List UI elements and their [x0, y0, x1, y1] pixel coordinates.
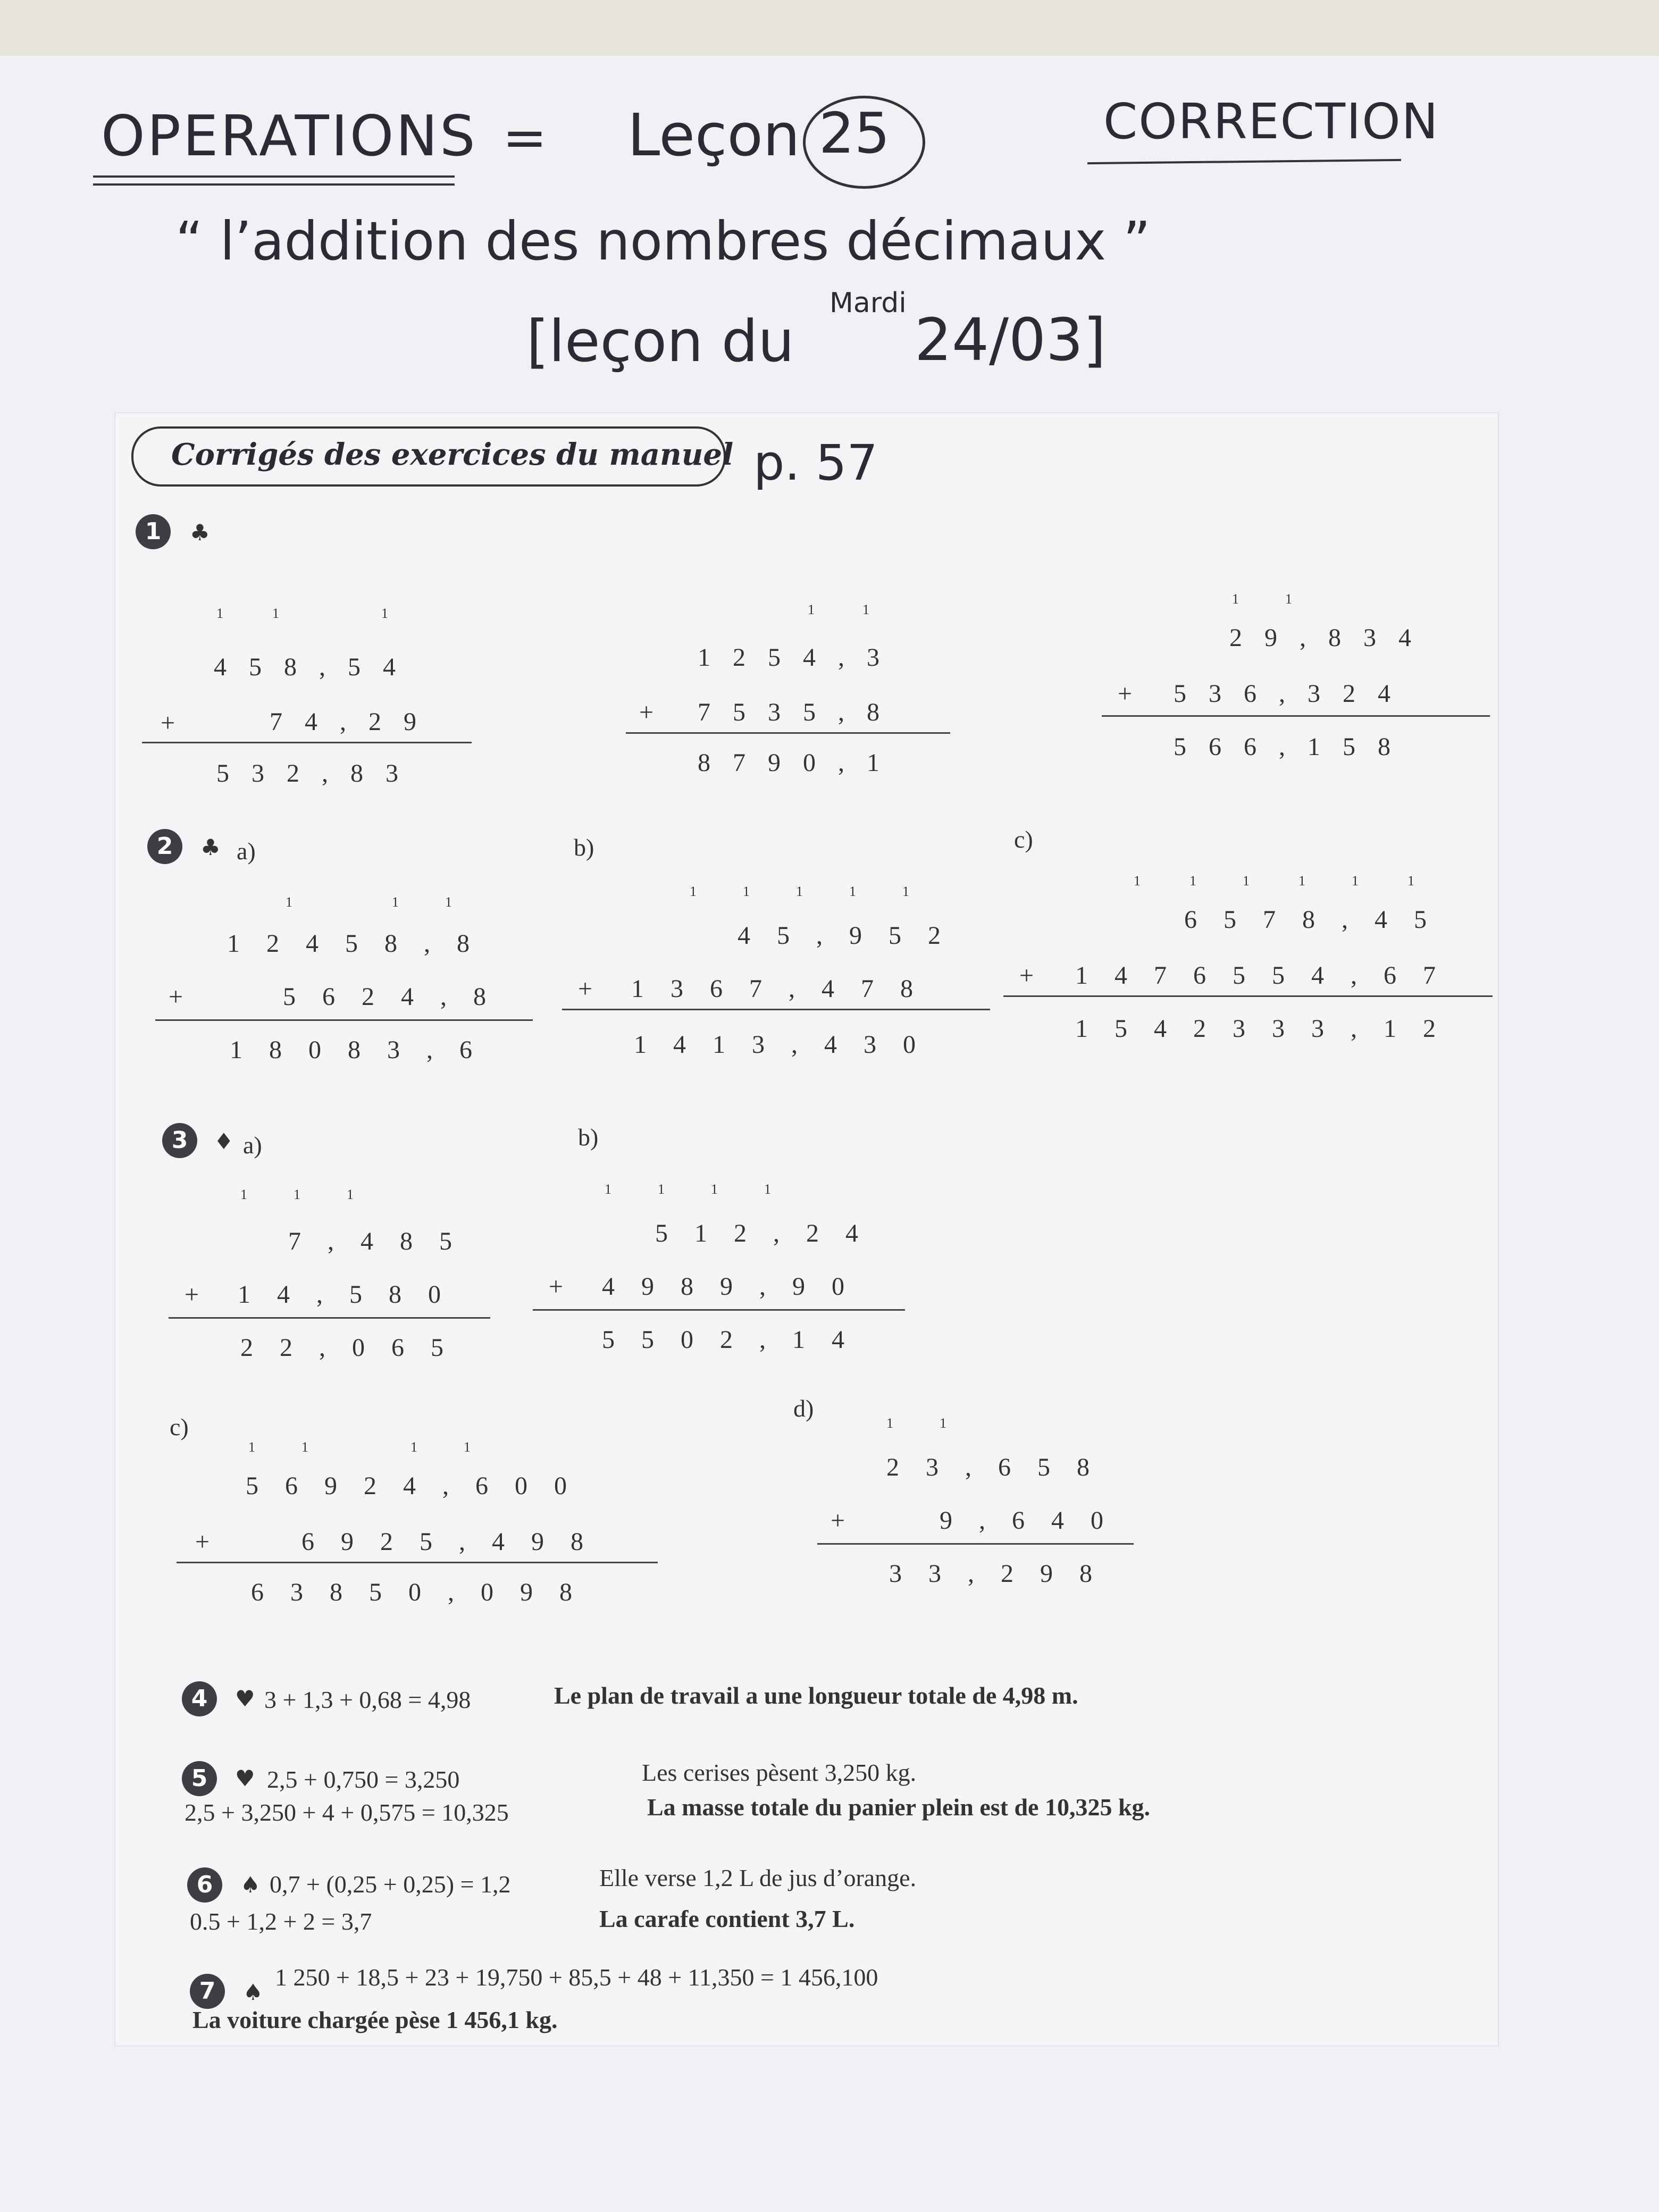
- ex3-op4-result: 33,298: [889, 1560, 1119, 1588]
- handwritten-title: OPERATIONS: [101, 104, 477, 169]
- plus-sign: +: [831, 1506, 845, 1535]
- ex3-op3-top: 56924,600: [246, 1472, 593, 1500]
- exercise-2-badge: 2: [147, 829, 182, 864]
- carry-mark: 1: [711, 1182, 718, 1197]
- carry-mark: 1: [272, 606, 279, 621]
- carry-mark: 1: [902, 884, 909, 899]
- plus-sign: +: [578, 975, 593, 1003]
- sum-line: [155, 1019, 533, 1021]
- ex1-op1-result: 532,83: [216, 759, 421, 787]
- handwritten-correction: CORRECTION: [1103, 93, 1439, 150]
- ex7-answer: La voiture chargée pèse 1 456,1 kg.: [192, 2006, 558, 2033]
- ex2-op3-result: 1542333,12: [1075, 1015, 1462, 1043]
- ex6-calc-1: 0,7 + (0,25 + 0,25) = 1,2: [270, 1871, 511, 1898]
- plus-sign: +: [639, 698, 654, 726]
- carry-mark: 1: [1285, 591, 1292, 607]
- ex3-op2-result: 5502,14: [602, 1326, 871, 1354]
- heart-icon: ♥: [235, 1765, 255, 1791]
- ex2-op2-result: 1413,430: [634, 1030, 942, 1059]
- ex6-calc-2: 0.5 + 1,2 + 2 = 3,7: [190, 1908, 372, 1935]
- handwritten-equals: =: [502, 106, 547, 169]
- plus-sign: +: [549, 1272, 564, 1301]
- ex5-calc-2: 2,5 + 3,250 + 4 + 0,575 = 10,325: [185, 1799, 509, 1826]
- ex1-op1-bottom: 74,29: [270, 708, 439, 736]
- carry-mark: 1: [658, 1182, 665, 1197]
- carry-mark: 1: [464, 1439, 471, 1455]
- ex3-op1-top: 7,485: [288, 1227, 479, 1255]
- carry-mark: 1: [605, 1182, 611, 1197]
- label-a: a): [237, 837, 256, 865]
- exercise-7-badge: 7: [190, 1974, 225, 2009]
- carry-mark: 1: [743, 884, 750, 899]
- ex2-op2-bottom: 1367,478: [631, 975, 940, 1003]
- ex6-answer-2: La carafe contient 3,7 L.: [599, 1905, 855, 1932]
- sum-line: [1003, 995, 1493, 997]
- ex2-op3-top: 6578,45: [1184, 906, 1453, 934]
- ex2-op1-result: 18083,6: [230, 1036, 499, 1064]
- carry-mark: 1: [294, 1187, 300, 1202]
- ex1-op2-top: 1254,3: [698, 643, 902, 672]
- ex3-op2-bottom: 4989,90: [602, 1272, 871, 1301]
- plus-sign: +: [169, 983, 183, 1011]
- ex3-op3-bottom: 6925,498: [301, 1528, 610, 1556]
- sum-line: [817, 1543, 1134, 1545]
- ex5-answer-1: Les cerises pèsent 3,250 kg.: [642, 1759, 917, 1786]
- carry-mark: 1: [796, 884, 803, 899]
- carry-mark: 1: [808, 602, 815, 617]
- exercise-4-badge: 4: [182, 1681, 217, 1716]
- diamond-icon: ♦: [214, 1128, 234, 1154]
- ex3-op2-top: 512,24: [655, 1219, 885, 1247]
- carry-mark: 1: [240, 1187, 247, 1202]
- exercise-3-badge: 3: [162, 1123, 197, 1158]
- handwritten-subtitle: “ l’addition des nombres décimaux ”: [175, 210, 1151, 272]
- carry-mark: 1: [849, 884, 856, 899]
- label-a: a): [243, 1132, 262, 1159]
- spade-icon: ♠: [243, 1979, 263, 2005]
- sum-line: [562, 1009, 990, 1010]
- title-underline: [93, 175, 455, 178]
- ex2-op3-bottom: 1476554,67: [1075, 961, 1462, 990]
- sum-line: [142, 742, 472, 743]
- plus-sign: +: [1118, 680, 1133, 708]
- handwritten-lesson-number: 25: [819, 101, 890, 166]
- carry-mark: 1: [1134, 873, 1141, 889]
- ex3-op4-top: 23,658: [886, 1453, 1116, 1481]
- exercise-1-badge: 1: [136, 514, 171, 549]
- ex6-answer-1: Elle verse 1,2 L de jus d’orange.: [599, 1864, 917, 1891]
- ex4-answer: Le plan de travail a une longueur totale de 4,98 m.: [554, 1682, 1078, 1709]
- ex3-op1-result: 22,065: [240, 1334, 470, 1362]
- ex1-op3-top: 29,834: [1229, 624, 1434, 652]
- ex3-op3-result: 63850,098: [251, 1578, 599, 1606]
- club-icon: ♣: [190, 520, 210, 546]
- plus-sign: +: [185, 1280, 199, 1309]
- plus-sign: +: [1019, 961, 1034, 990]
- sum-line: [626, 732, 950, 734]
- ex1-op3-bottom: 536,324: [1174, 680, 1413, 708]
- ex3-op4-bottom: 9,640: [940, 1506, 1130, 1535]
- plus-sign: +: [195, 1528, 210, 1556]
- ex1-op3-result: 566,158: [1174, 733, 1413, 761]
- ex5-answer-2: La masse totale du panier plein est de 10,325 kg.: [647, 1794, 1151, 1821]
- carry-mark: 1: [1232, 591, 1239, 607]
- ex2-op2-top: 45,952: [738, 921, 967, 950]
- corrections-sheet: [114, 412, 1499, 2047]
- carry-mark: 1: [216, 606, 223, 621]
- label-b: b): [574, 834, 594, 861]
- ex1-op1-top: 458,54: [214, 653, 418, 681]
- handwritten-lesson: Leçon: [627, 101, 800, 169]
- title-underline-2: [93, 183, 455, 186]
- carry-mark: 1: [410, 1439, 417, 1455]
- carry-mark: 1: [690, 884, 697, 899]
- carry-mark: 1: [1243, 873, 1250, 889]
- ex1-op2-result: 8790,1: [698, 749, 902, 777]
- exercise-6-badge: 6: [187, 1867, 222, 1903]
- sum-line: [1102, 715, 1490, 717]
- carry-mark: 1: [445, 894, 452, 910]
- ex5-calc-1: 2,5 + 0,750 = 3,250: [267, 1766, 460, 1793]
- handwritten-page-ref: p. 57: [753, 434, 878, 491]
- carry-mark: 1: [392, 894, 399, 910]
- carry-mark: 1: [286, 894, 292, 910]
- ex2-op1-bottom: 5624,8: [283, 983, 513, 1011]
- exercise-5-badge: 5: [182, 1761, 217, 1796]
- sum-line: [177, 1562, 658, 1563]
- carry-mark: 1: [1189, 873, 1196, 889]
- carry-mark: 1: [764, 1182, 771, 1197]
- sum-line: [533, 1309, 905, 1311]
- carry-mark: 1: [381, 606, 388, 621]
- heart-icon: ♥: [235, 1686, 255, 1712]
- label-c: c): [170, 1413, 189, 1440]
- ex3-op1-bottom: 14,580: [238, 1280, 467, 1309]
- ex1-op2-bottom: 7535,8: [698, 698, 902, 726]
- ex2-op1-top: 12458,8: [227, 929, 496, 958]
- carry-mark: 1: [301, 1439, 308, 1455]
- spade-icon: ♠: [240, 1872, 261, 1898]
- carry-mark: 1: [1352, 873, 1359, 889]
- club-icon: ♣: [200, 834, 221, 860]
- carry-mark: 1: [347, 1187, 354, 1202]
- label-d: d): [793, 1395, 814, 1422]
- sheet-heading: Corrigés des exercices du manuel: [171, 437, 734, 472]
- label-c: c): [1014, 826, 1033, 853]
- plus-sign: +: [161, 709, 175, 737]
- label-b: b): [578, 1124, 599, 1151]
- ex4-calc: 3 + 1,3 + 0,68 = 4,98: [264, 1686, 471, 1713]
- handwritten-date-value: 24/03]: [915, 306, 1106, 374]
- sum-line: [169, 1317, 490, 1319]
- carry-mark: 1: [940, 1415, 946, 1431]
- carry-mark: 1: [1298, 873, 1305, 889]
- handwritten-date-prefix: [leçon du: [526, 308, 794, 375]
- carry-mark: 1: [886, 1415, 893, 1431]
- carry-mark: 1: [862, 602, 869, 617]
- carry-mark: 1: [248, 1439, 255, 1455]
- handwritten-date-day: Mardi: [830, 287, 907, 319]
- ex7-calc: 1 250 + 18,5 + 23 + 19,750 + 85,5 + 48 + 11,350 = 1 456,100: [275, 1964, 878, 1991]
- carry-mark: 1: [1407, 873, 1414, 889]
